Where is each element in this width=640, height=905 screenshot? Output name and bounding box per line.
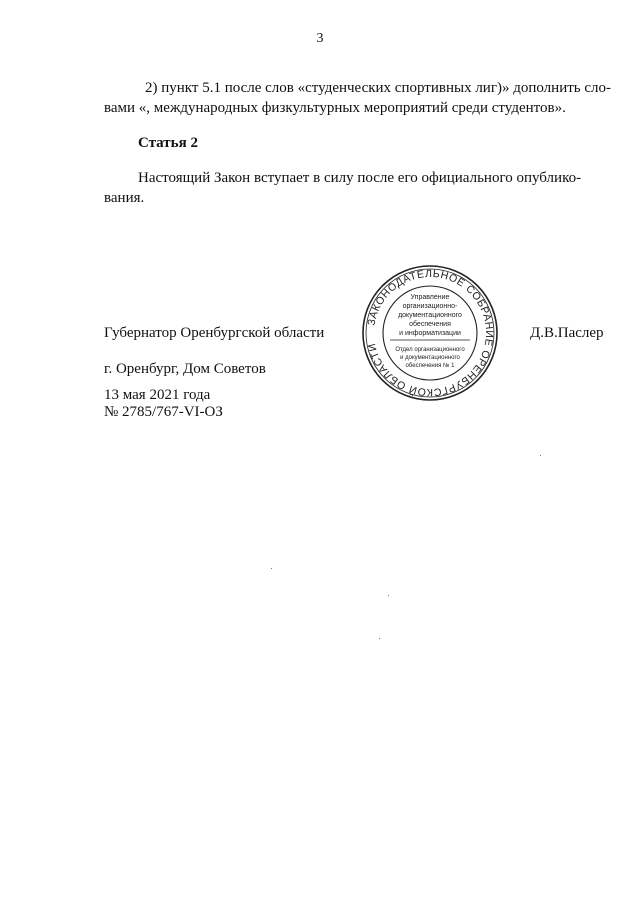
scan-speck (388, 595, 389, 596)
svg-text:и информатизации: и информатизации (399, 330, 461, 337)
signatory-position: Губернатор Оренбургской области (104, 325, 325, 341)
paragraph-2-line-2: вания. (104, 190, 145, 206)
law-number: № 2785/767-VI-ОЗ (104, 404, 223, 420)
article-heading: Статья 2 (138, 135, 198, 151)
scan-speck (271, 568, 272, 569)
svg-text:ЗАКОНОДАТЕЛЬНОЕ СОБРАНИЕ ОРЕНБ: ЗАКОНОДАТЕЛЬНОЕ СОБРАНИЕ ОРЕНБУРГСКОЙ ОБЛАСТИ (365, 267, 496, 399)
official-seal (360, 263, 500, 403)
signatory-name: Д.В.Паслер (530, 325, 604, 341)
svg-text:обеспечения: обеспечения (409, 321, 451, 328)
scan-speck (379, 638, 380, 639)
page-number: 3 (316, 31, 324, 46)
paragraph-1-line-1: 2) пункт 5.1 после слов «студенческих спортивных лиг)» дополнить сло- (145, 80, 612, 96)
svg-text:Управление: Управление (410, 294, 450, 301)
svg-text:организационно-: организационно- (402, 303, 458, 310)
svg-text:документационного: документационного (398, 312, 462, 319)
svg-text:обеспечения № 1: обеспечения № 1 (405, 363, 455, 369)
scan-speck (540, 455, 541, 456)
paragraph-2-line-1: Настоящий Закон вступает в силу после его официального опублико- (138, 170, 582, 186)
signing-place: г. Оренбург, Дом Советов (104, 361, 266, 377)
svg-text:и документационного: и документационного (400, 355, 460, 361)
svg-text:Отдел организационного: Отдел организационного (395, 347, 465, 353)
paragraph-1-line-2: вами «, международных физкультурных мероприятий среди студентов». (104, 100, 566, 116)
signing-date: 13 мая 2021 года (104, 387, 211, 403)
